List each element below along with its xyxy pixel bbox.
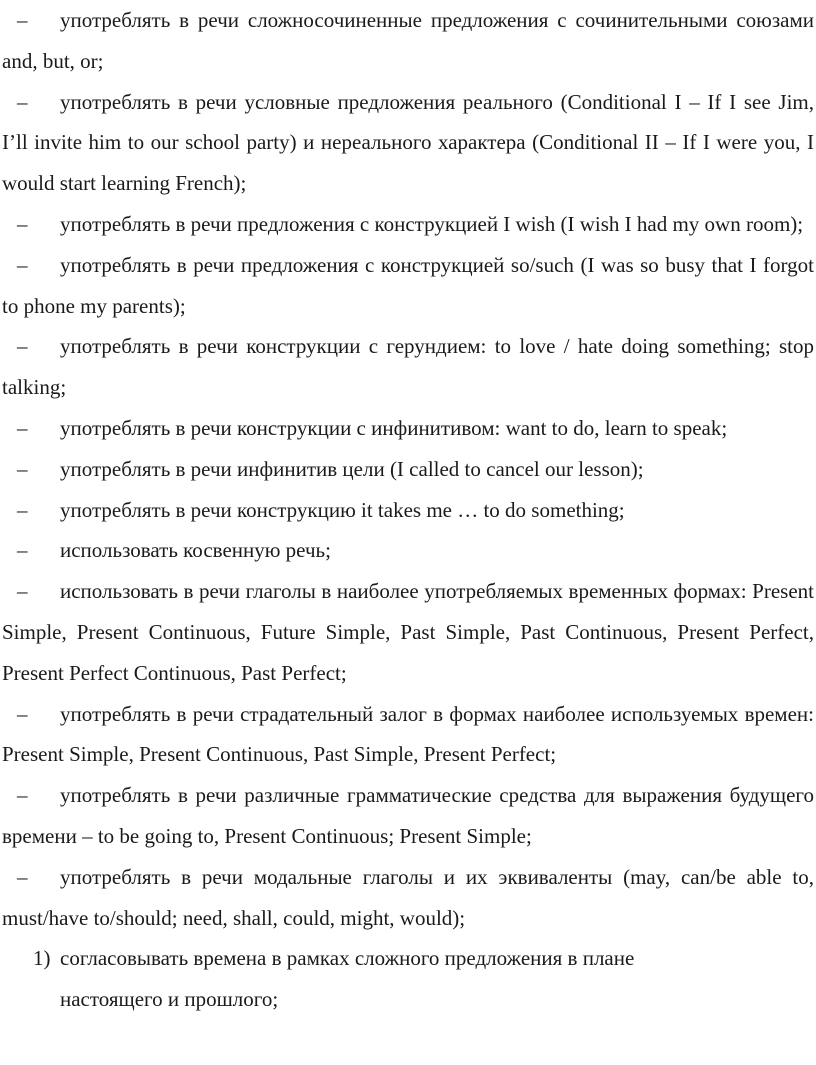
bullet-marker: – <box>17 456 28 481</box>
list-item <box>2 449 814 490</box>
bullet-marker: – <box>17 701 28 726</box>
bullet-marker: – <box>17 89 28 114</box>
bullet-marker: – <box>17 211 28 236</box>
list-item-text: употреблять в речи предложения с конструкцией so/such (I was so busy that I forgot to phone my parents); <box>2 252 814 318</box>
list-item-text: употреблять в речи предложения с конструкцией I wish (I wish I had my own room); <box>60 211 804 236</box>
list-item-text: употреблять в речи различные грамматические средства для выражения будущего времени – to be going to, Present Continuous; Present Simple; <box>2 783 814 848</box>
list-item <box>2 82 814 204</box>
number-marker: 1) <box>33 946 51 971</box>
list-item-text: употреблять в речи конструкции с герундием: to love / hate doing something; stop talking; <box>2 334 814 400</box>
numbered-item-text: согласовывать времена в рамках сложного предложения в плане настоящего и прошлого; <box>60 946 635 1012</box>
list-item <box>2 490 814 531</box>
list-item <box>2 694 814 776</box>
list-item <box>2 408 814 449</box>
bullet-marker: – <box>17 252 28 277</box>
bullet-marker: – <box>17 8 28 32</box>
list-item <box>2 775 814 857</box>
numbered-item <box>2 938 720 1020</box>
list-item <box>2 530 814 571</box>
list-item <box>2 0 814 82</box>
list-item-text: использовать в речи глаголы в наиболее употребляемых временных формах: Present Simple, Present Continuous, Future Simple, Past Simple, Past Continuous, Present Perfect, Present Perfect Continuous, Past Perfect; <box>2 579 814 685</box>
bullet-marker: – <box>17 497 28 522</box>
list-item <box>2 204 814 245</box>
list-item-text: употреблять в речи сложносочиненные предложения с сочинительными союзами and, but, or; <box>2 8 814 73</box>
list-item-text: употреблять в речи конструкции с инфинитивом: want to do, learn to speak; <box>60 415 728 440</box>
list-item-text: употреблять в речи инфинитив цели (I called to cancel our lesson); <box>60 456 644 481</box>
list-item <box>2 857 814 939</box>
bullet-marker: – <box>17 334 28 359</box>
list-item-text: употреблять в речи конструкцию it takes me … to do something; <box>60 497 625 522</box>
bullet-marker: – <box>17 783 28 808</box>
list-item <box>2 245 814 327</box>
list-item <box>2 326 814 408</box>
list-item <box>2 571 814 693</box>
list-item-text: употреблять в речи страдательный залог в формах наиболее используемых времен: Present Simple, Present Continuous, Past Simple, Present Perfect; <box>2 701 814 767</box>
bullet-marker: – <box>17 864 28 889</box>
list-item-text: употреблять в речи условные предложения реального (Conditional I – If I see Jim, I’ll invite him to our school party) и нереального характера (Conditional II – If I were you, I would start learning French); <box>2 89 814 196</box>
bullet-marker: – <box>17 538 28 563</box>
bullet-marker: – <box>17 415 28 440</box>
list-item-text: использовать косвенную речь; <box>60 538 331 563</box>
list-item-text: употреблять в речи модальные глаголы и их эквиваленты (may, can/be able to, must/have to/should; need, shall, could, might, would); <box>2 864 814 930</box>
bullet-marker: – <box>17 579 28 604</box>
